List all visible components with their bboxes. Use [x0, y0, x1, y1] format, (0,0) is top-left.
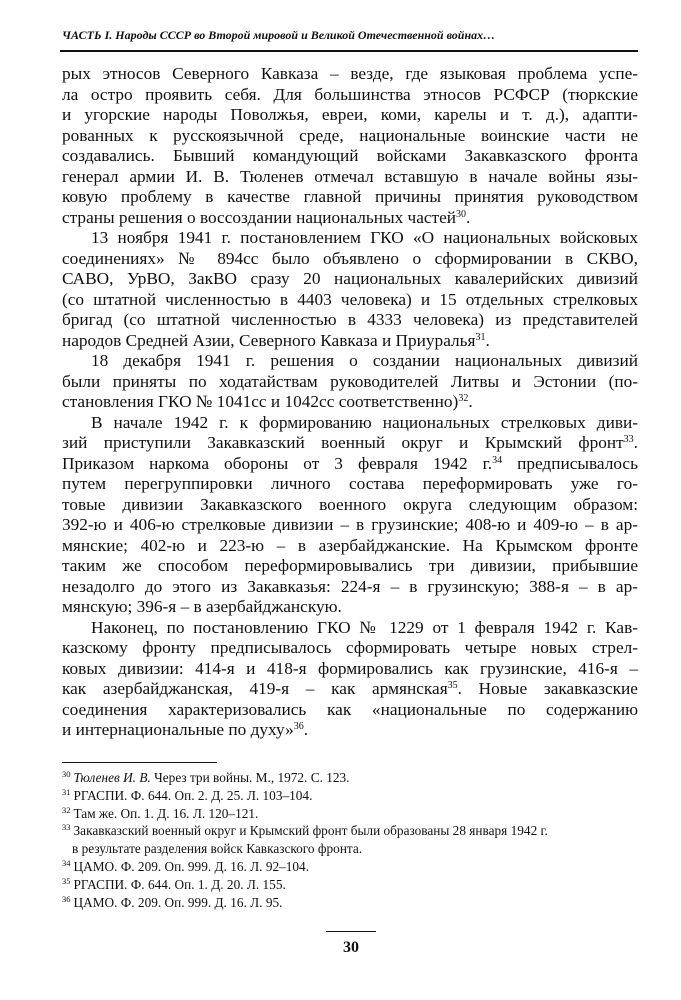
header-rule [60, 50, 638, 52]
text-line: таким же способом переформировывались три дивизии, прибывшие [62, 556, 638, 575]
text-line: становления ГКО № 1041сс и 1042сс соответственно)$^{32}$. [62, 392, 473, 411]
footnote-rule [62, 762, 217, 763]
text-line: соединениях» № 894сс было объявлено о сформировании в СКВО, [62, 248, 638, 268]
page-number: 30 [343, 939, 359, 956]
text-line: ла остро проявить себя. Для большинства этносов РСФСР (тюркские [62, 84, 638, 104]
running-header: ЧАСТЬ I. Народы СССР во Второй мировой и Великой Отечественной войнах… [62, 28, 496, 42]
footnote-number: 31 [62, 786, 71, 797]
text-line: и угорские народы Поволжья, евреи, коми, карелы и т. д.), адапти- [62, 105, 638, 124]
text-line: САВО, УрВО, ЗакВО сразу 20 национальных кавалерийских дивизий [62, 269, 638, 288]
footnote-ref[interactable]: 33 [623, 434, 634, 445]
text-line: бригад (со штатной численностью в 4333 человека) из представителей [62, 310, 638, 329]
footnote-ref[interactable]: 36 [293, 721, 304, 732]
text-line: рых этносов Северного Кавказа – везде, где языковая проблема успе- [62, 64, 638, 83]
text-line: зий приступили Закавказский военный округ и Крымский фронт$^{33}$. [62, 433, 638, 452]
footnote-ref[interactable]: 32 [458, 393, 469, 404]
footnote-number: 32 [62, 804, 71, 815]
footnote-ref[interactable]: 35 [447, 680, 458, 691]
footnote-continuation: в результате разделения войск Кавказского фронта. [72, 841, 363, 857]
text-line: ковую проблему в качестве главной причины принятия руководством [62, 187, 638, 206]
footnote-item: $^{32}$ Там же. Оп. 1. Д. 16. Л. 120–121. [62, 804, 259, 821]
text-line: народов Средней Азии, Северного Кавказа и Приуралья$^{31}$. [62, 330, 490, 350]
text-line: Приказом наркома обороны от 3 февраля 1942 г.$^{34}$ предписывалось [62, 453, 638, 473]
main-text [62, 64, 638, 741]
footnote-item: $^{33}$ Закавказский военный округ и Крымский фронт были образованы 28 января 1942 г. [62, 822, 548, 839]
text-line: 392-ю и 406-ю стрелковые дивизии – в грузинские; 408-ю и 409-ю – в ар- [62, 515, 638, 534]
footnote-number: 34 [62, 857, 71, 868]
text-line: 13 ноября 1941 г. постановлением ГКО «О национальных войсковых [91, 228, 638, 247]
text-line: создавались. Бывший командующий войсками Закавказского фронта [62, 146, 638, 165]
footnote-author: Тюленев И. В. [73, 770, 151, 785]
text-line: и интернациональные по духу»$^{36}$. [62, 720, 309, 739]
text-line: Наконец, по постановлению ГКО № 1229 от 1 февраля 1942 г. Кав- [91, 617, 638, 637]
footnote-item: $^{36}$ ЦАМО. Ф. 209. Оп. 999. Д. 16. Л. 95. [62, 893, 283, 910]
text-line: путем перегруппировки личного состава переформировать уже го- [62, 474, 638, 493]
footnote-number: 35 [62, 875, 71, 886]
text-line: как азербайджанская, 419-я – как армянская$^{35}$. Новые закавказские [62, 679, 638, 698]
text-line: мянские; 402-ю и 223-ю – в азербайджанские. На Крымском фронте [62, 535, 638, 555]
page-number-rule [326, 931, 376, 932]
text-line: товые дивизии Закавказского военного округа следующим образом: [62, 494, 638, 514]
footnote-number: 30 [62, 769, 71, 779]
footnote-item: $^{30}$ Тюленев И. В. Через три войны. М., 1972. С. 123. [62, 769, 350, 785]
text-line: ковых дивизии: 414-я и 418-я формировались как грузинские, 416-я – [62, 658, 638, 678]
text-line: казскому фронту предписывалось сформировать четыре новых стрел- [62, 638, 638, 657]
text-line: 18 декабря 1941 г. решения о создании национальных дивизий [91, 351, 638, 370]
footnote-ref[interactable]: 31 [475, 331, 486, 343]
text-line: были приняты по ходатайствам руководителей Литвы и Эстонии (по- [62, 371, 638, 391]
footnote-number: 36 [62, 893, 71, 904]
footnote-item: $^{35}$ РГАСПИ. Ф. 644. Оп. 1. Д. 20. Л. 155. [62, 875, 286, 892]
footnote-ref[interactable]: 30 [456, 208, 467, 220]
text-line: рованных к русскоязычной среде, национальные воинские части не [62, 125, 638, 145]
text-line: незадолго до этого из Закавказья: 224-я – в грузинскую; 388-я – в ар- [62, 576, 638, 596]
footnotes [62, 769, 638, 911]
text-line: генерал армии И. В. Тюленев отмечал вставшую в начале войны язы- [62, 166, 638, 186]
footnote-number: 33 [62, 822, 71, 833]
text-line: мянскую; 396-я – в азербайджанскую. [62, 597, 342, 616]
footnote-item: $^{31}$ РГАСПИ. Ф. 644. Оп. 2. Д. 25. Л. 103–104. [62, 786, 313, 803]
footnote-ref[interactable]: 34 [492, 454, 503, 466]
text-line: соединения характеризовались как «национальные по содержанию [62, 699, 638, 719]
text-line: страны решения о воссоздании национальных частей$^{30}$. [62, 207, 471, 227]
text-line: (со штатной численностью в 4403 человека) и 15 отдельных стрелковых [62, 289, 638, 309]
text-line: В начале 1942 г. к формированию национальных стрелковых диви- [91, 412, 638, 432]
footnote-item: $^{34}$ ЦАМО. Ф. 209. Оп. 999. Д. 16. Л. 92–104. [62, 857, 310, 874]
